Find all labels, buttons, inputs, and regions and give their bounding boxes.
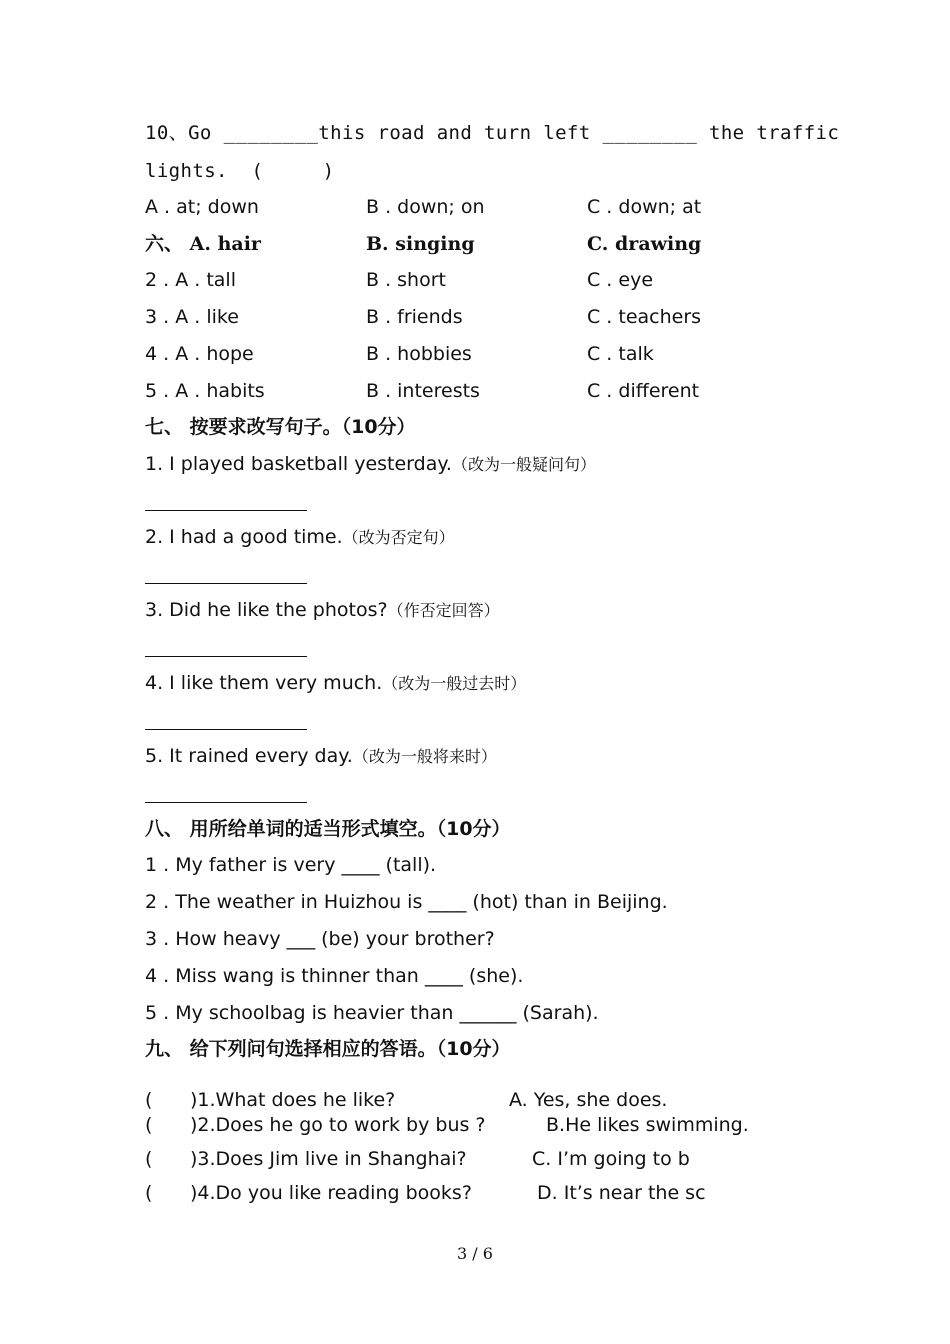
section8-item: 3 . How heavy ___ (be) your brother? — [145, 928, 495, 950]
section6-row-option-c: C . different — [587, 380, 700, 402]
answer-line — [145, 802, 307, 803]
section9-question: )3.Does Jim live in Shanghai? — [190, 1148, 467, 1170]
section9-question: )2.Does he go to work by bus ? — [190, 1114, 486, 1136]
item-instruction: （改为一般疑问句） — [451, 455, 596, 474]
section9-paren: ( — [145, 1148, 153, 1170]
section7-item — [145, 453, 596, 476]
q10-option-a: A . at; down — [145, 196, 259, 218]
section6-row-option-c: C . talk — [587, 343, 654, 365]
section7-item — [145, 526, 455, 549]
section8-item: 1 . My father is very ____ (tall). — [145, 854, 437, 876]
section7-title: 七、 按要求改写句子。（10分） — [145, 416, 416, 438]
item-instruction: （改为一般将来时） — [352, 747, 497, 766]
section6-row-option-b: B . interests — [366, 380, 480, 402]
section8-item: 2 . The weather in Huizhou is ____ (hot) than in Beijing. — [145, 891, 668, 913]
section6-row-option-a: 4 . A . hope — [145, 343, 254, 365]
section7-item — [145, 599, 500, 622]
item-text: 4. I like them very much. — [145, 672, 383, 694]
section6-head-option-a: 六、 A. hair — [145, 233, 261, 255]
section7-item — [145, 672, 526, 695]
section6-row-option-b: B . friends — [366, 306, 463, 328]
section9-answer: D. It’s near the sc — [537, 1182, 706, 1204]
section6-row-option-a: 3 . A . like — [145, 306, 239, 328]
section9-paren: ( — [145, 1182, 153, 1204]
section9-answer: B.He likes swimming. — [546, 1114, 749, 1136]
section6-row-option-a: 5 . A . habits — [145, 380, 265, 402]
section9-paren: ( — [145, 1089, 153, 1111]
answer-line — [145, 656, 307, 657]
section8-item: 4 . Miss wang is thinner than ____ (she). — [145, 965, 524, 987]
item-text: 1. I played basketball yesterday. — [145, 453, 452, 475]
item-instruction: （改为否定句） — [342, 528, 455, 547]
section6-row-option-c: C . teachers — [587, 306, 702, 328]
section9-paren: ( — [145, 1114, 153, 1136]
section6-row-option-a: 2 . A . tall — [145, 269, 236, 291]
section6-row-option-b: B . hobbies — [366, 343, 472, 365]
answer-line — [145, 729, 307, 730]
q10-line1: 10、Go ________this road and turn left ________ the traffic — [145, 122, 840, 144]
answer-line — [145, 510, 307, 511]
section8-title: 八、 用所给单词的适当形式填空。（10分） — [145, 818, 511, 840]
item-instruction: （作否定回答） — [387, 601, 500, 620]
section9-question: )4.Do you like reading books? — [190, 1182, 472, 1204]
section6-row-option-c: C . eye — [587, 269, 654, 291]
section6-head-option-b: B. singing — [366, 233, 475, 255]
q10-option-c: C . down; at — [587, 196, 702, 218]
item-text: 3. Did he like the photos? — [145, 599, 388, 621]
page-number: 3 / 6 — [457, 1244, 493, 1263]
section9-question: )1.What does he like? — [190, 1089, 396, 1111]
section9-title: 九、 给下列问句选择相应的答语。（10分） — [145, 1038, 511, 1060]
section6-head-option-c: C. drawing — [587, 233, 702, 255]
item-text: 5. It rained every day. — [145, 745, 353, 767]
section8-item: 5 . My schoolbag is heavier than ______ (Sarah). — [145, 1002, 599, 1024]
item-text: 2. I had a good time. — [145, 526, 343, 548]
section9-answer: A. Yes, she does. — [509, 1089, 668, 1111]
q10-option-b: B . down; on — [366, 196, 485, 218]
q10-line2: lights. ( ) — [145, 160, 335, 182]
section9-answer: C. I’m going to b — [532, 1148, 690, 1170]
section7-item — [145, 745, 497, 768]
item-instruction: （改为一般过去时） — [382, 674, 527, 693]
section6-row-option-b: B . short — [366, 269, 446, 291]
answer-line — [145, 583, 307, 584]
